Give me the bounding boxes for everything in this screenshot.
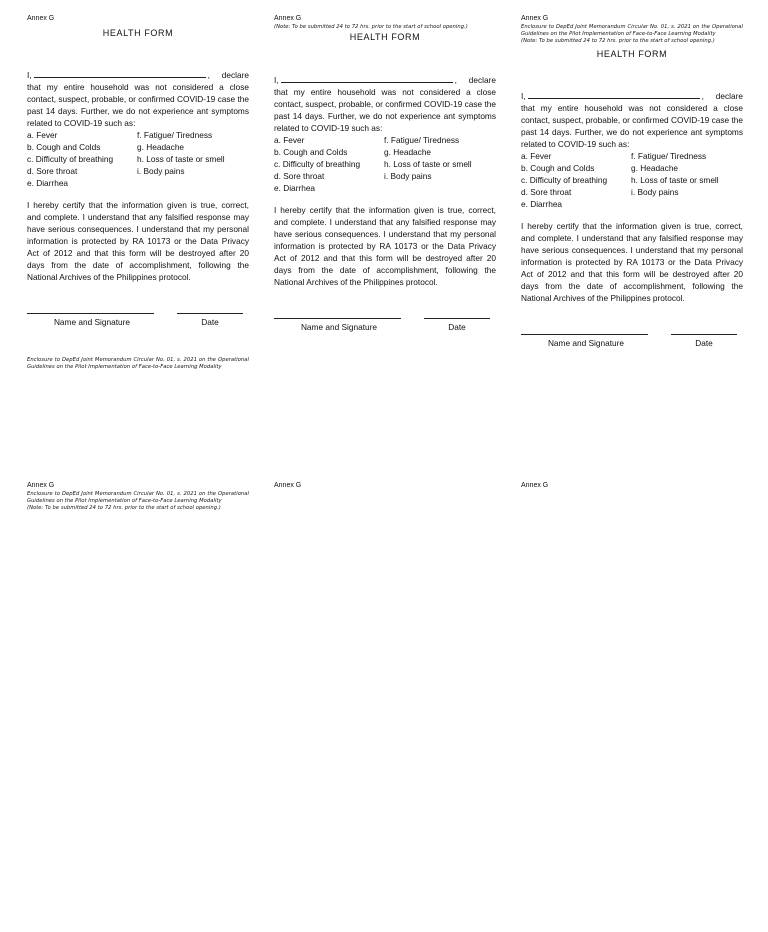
- symptom-item: b. Cough and Colds: [274, 147, 348, 158]
- symptom-item: a. Fever: [27, 130, 58, 140]
- submission-note: (Note: To be submitted 24 to 72 hrs. prior to the start of school opening.): [27, 505, 221, 512]
- symptom-item: g. Headache: [384, 147, 432, 158]
- enclosure-note: Enclosure to DepEd Joint Memorandum Circular No. 01, s. 2021 on the Operational Guidelines on the Pilot Implementation of Face-to-Face Learning Modality: [27, 491, 249, 505]
- signature-row: [521, 334, 743, 358]
- submission-note: (Note: To be submitted 24 to 72 hrs. prior to the start of school opening.): [274, 24, 468, 30]
- symptom-item: a. Fever: [521, 150, 552, 161]
- declaration-start: I,: [521, 90, 526, 101]
- form-title: HEALTH FORM: [349, 32, 421, 43]
- annex-label: Annex G: [521, 15, 549, 22]
- signature-label: Name and Signature: [53, 317, 131, 327]
- symptom-item: d. Sore throat: [274, 171, 325, 182]
- declaration: [27, 69, 249, 129]
- symptom-item: a. Fever: [274, 135, 305, 146]
- form-title: HEALTH FORM: [102, 28, 174, 38]
- declaration-text: , declare that my entire household was not considered a close contact, suspect, probable, or confirmed COVID-19 case the past 14 days. Further, we do not experience ant symptoms related to COVID-19 such as:: [521, 90, 743, 149]
- bottom-form-2: [274, 481, 496, 490]
- bottom-form-3: [521, 481, 743, 490]
- signature-label: Name and Signature: [300, 322, 378, 333]
- symptom-item: [631, 198, 743, 210]
- symptom-item: [384, 182, 496, 194]
- symptom-list: [27, 129, 249, 189]
- date-label: Date: [201, 317, 219, 327]
- health-form-1: [27, 14, 249, 371]
- health-form-3: [521, 14, 743, 358]
- symptom-item: h. Loss of taste or smell: [384, 159, 472, 170]
- symptom-item: g. Headache: [137, 142, 185, 152]
- declaration-start: I,: [274, 75, 279, 86]
- symptom-item: g. Headache: [631, 162, 679, 173]
- symptom-item: [137, 177, 249, 189]
- symptom-item: c. Difficulty of breathing: [521, 174, 608, 185]
- symptom-item: e. Diarrhea: [27, 178, 69, 188]
- certification: I hereby certify that the information given is true, correct, and complete. I understand that any falsified response may have serious consequences. I understand that my personal information is protected by RA 10173 or the Data Privacy Act of 2012 and that this form will be destroyed after 20 days from the date of accomplishment, following the National Archives of the Philippines protocol.: [521, 220, 743, 303]
- signature-label: Name and Signature: [547, 337, 625, 348]
- declaration-text: , declare that my entire household was not considered a close contact, suspect, probable, or confirmed COVID-19 case the past 14 days. Further, we do not experience ant symptoms related to COVID-19 such as:: [27, 70, 249, 128]
- symptom-item: b. Cough and Colds: [521, 162, 595, 173]
- date-line[interactable]: [424, 318, 490, 319]
- signature-row: [27, 313, 249, 337]
- symptom-item: i. Body pains: [137, 166, 185, 176]
- symptom-item: h. Loss of taste or smell: [631, 174, 719, 185]
- symptom-item: i. Body pains: [384, 171, 432, 182]
- symptom-item: c. Difficulty of breathing: [274, 159, 361, 170]
- symptom-item: d. Sore throat: [27, 166, 78, 176]
- date-line[interactable]: [177, 313, 243, 314]
- annex-label: Annex G: [27, 482, 55, 489]
- symptom-item: h. Loss of taste or smell: [137, 154, 225, 164]
- signature-line[interactable]: [27, 313, 154, 314]
- signature-line[interactable]: [521, 334, 648, 335]
- name-blank[interactable]: [34, 69, 206, 78]
- submission-note: (Note: To be submitted 24 to 72 hrs. prior to the start of school opening.): [521, 38, 715, 45]
- certification: I hereby certify that the information given is true, correct, and complete. I understand that any falsified response may have serious consequences. I understand that my personal information is protected by RA 10173 or the Data Privacy Act of 2012 and that this form will be destroyed after 20 days from the date of accomplishment, following the National Archives of the Philippines protocol.: [27, 200, 249, 282]
- symptom-list: [521, 150, 743, 210]
- annex-label: Annex G: [521, 482, 549, 489]
- symptom-item: b. Cough and Colds: [27, 142, 101, 152]
- declaration-text: , declare that my entire household was not considered a close contact, suspect, probable, or confirmed COVID-19 case the past 14 days. Further, we do not experience ant symptoms related to COVID-19 such as:: [274, 75, 496, 134]
- date-label: Date: [695, 337, 713, 348]
- name-blank[interactable]: [281, 74, 453, 83]
- symptom-item: f. Fatigue/ Tiredness: [137, 130, 213, 140]
- annex-label: Annex G: [27, 15, 55, 22]
- symptom-item: i. Body pains: [631, 186, 679, 197]
- symptom-item: e. Diarrhea: [521, 198, 563, 209]
- enclosure-note: Enclosure to DepEd Joint Memorandum Circular No. 01, s. 2021 on the Operational Guidelines on the Pilot Implementation of Face-to-Face Learning Modality: [27, 357, 249, 371]
- signature-line[interactable]: [274, 318, 401, 319]
- signature-row: [274, 318, 496, 342]
- symptom-item: e. Diarrhea: [274, 183, 316, 194]
- symptom-list: [274, 134, 496, 194]
- symptom-item: f. Fatigue/ Tiredness: [631, 150, 707, 161]
- declaration: [274, 74, 496, 134]
- bottom-form-1: [27, 481, 249, 513]
- date-line[interactable]: [671, 334, 737, 335]
- enclosure-note: Enclosure to DepEd Joint Memorandum Circular No. 01, s. 2021 on the Operational Guidelines on the Pilot Implementation of Face-to-Face Learning Modality: [521, 24, 743, 38]
- symptom-item: c. Difficulty of breathing: [27, 154, 114, 164]
- health-form-2: [274, 14, 496, 342]
- annex-label: Annex G: [274, 15, 302, 22]
- symptom-item: f. Fatigue/ Tiredness: [384, 135, 460, 146]
- declaration-start: I,: [27, 70, 32, 80]
- date-label: Date: [448, 322, 466, 333]
- symptom-item: d. Sore throat: [521, 186, 572, 197]
- name-blank[interactable]: [528, 90, 700, 99]
- annex-label: Annex G: [274, 482, 302, 489]
- declaration: [521, 90, 743, 150]
- certification: I hereby certify that the information given is true, correct, and complete. I understand that any falsified response may have serious consequences. I understand that my personal information is protected by RA 10173 or the Data Privacy Act of 2012 and that this form will be destroyed after 20 days from the date of accomplishment, following the National Archives of the Philippines protocol.: [274, 205, 496, 288]
- form-title: HEALTH FORM: [596, 48, 668, 59]
